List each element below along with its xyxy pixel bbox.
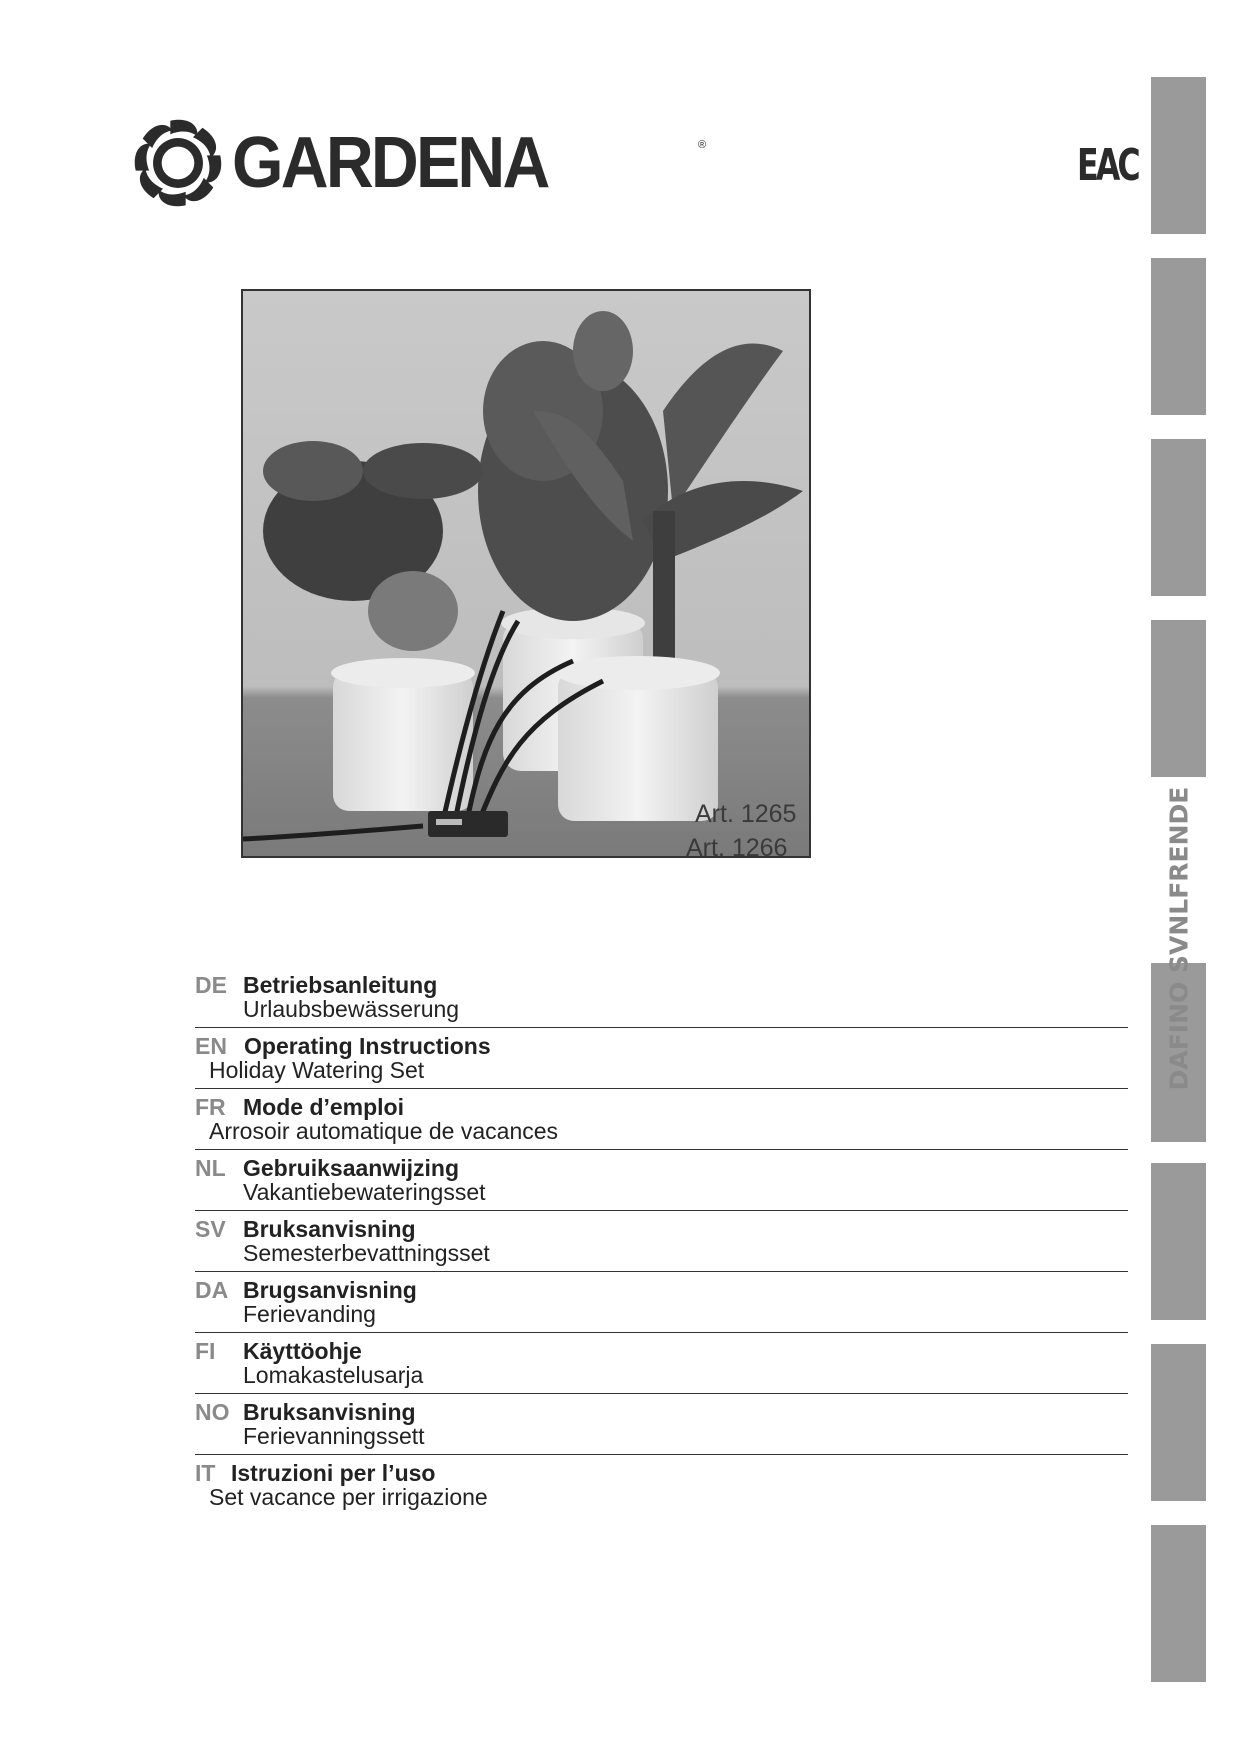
thumb-tab	[1151, 1344, 1206, 1501]
language-code: DA	[195, 1277, 229, 1303]
language-code: IT	[195, 1460, 216, 1486]
registered-mark: ®	[698, 139, 707, 151]
product-name: Arrosoir automatique de vacances	[209, 1118, 559, 1144]
list-item	[195, 1333, 1128, 1394]
gardena-flower-icon	[130, 115, 226, 211]
language-code: NL	[195, 1155, 226, 1181]
document-title: Istruzioni per l’uso	[231, 1460, 436, 1486]
document-title: Operating Instructions	[244, 1033, 491, 1059]
list-item	[195, 1028, 1128, 1089]
thumb-tab-label	[1151, 786, 1206, 1090]
list-item	[195, 967, 1128, 1028]
language-code: NO	[195, 1399, 230, 1425]
language-code: FR	[195, 1094, 226, 1120]
document-title: Bruksanvisning	[243, 1399, 416, 1425]
document-title: Käyttöohje	[243, 1338, 362, 1364]
thumb-tab	[1151, 258, 1206, 415]
article-number-2: Art. 1266	[686, 834, 788, 862]
product-name: Semesterbevattningsset	[243, 1240, 490, 1266]
document-title: Betriebsanleitung	[243, 972, 438, 998]
language-code: SV	[195, 1216, 226, 1242]
language-list	[195, 967, 1128, 1516]
thumb-tab	[1151, 1525, 1206, 1682]
language-code: EN	[195, 1033, 227, 1059]
product-name: Vakantiebewateringsset	[243, 1179, 486, 1205]
gardena-logo	[130, 115, 707, 211]
list-item	[195, 1211, 1128, 1272]
language-code: FI	[195, 1338, 216, 1364]
product-name: Ferievanningssett	[243, 1423, 425, 1449]
language-code: DE	[195, 972, 227, 998]
product-name: Ferievanding	[243, 1301, 376, 1327]
document-title: Mode d’emploi	[243, 1094, 404, 1120]
product-name: Set vacance per irrigazione	[209, 1484, 488, 1510]
thumb-tab-label-text: DAFINO SVNLFRENDE	[1164, 786, 1194, 1090]
brand-name: GARDENA	[232, 123, 548, 203]
list-item	[195, 1455, 1128, 1516]
product-name: Holiday Watering Set	[209, 1057, 425, 1083]
product-name: Lomakastelusarja	[243, 1362, 424, 1388]
product-photo	[241, 289, 811, 858]
eac-certification-mark: EAC	[1077, 140, 1138, 191]
document-title: Bruksanvisning	[243, 1216, 416, 1242]
article-number-1: Art. 1265	[695, 800, 797, 828]
list-item	[195, 1089, 1128, 1150]
document-title: Brugsanvisning	[243, 1277, 417, 1303]
thumb-tab	[1151, 1163, 1206, 1320]
thumb-tab	[1151, 77, 1206, 234]
document-title: Gebruiksaanwijzing	[243, 1155, 459, 1181]
list-item	[195, 1150, 1128, 1211]
list-item	[195, 1394, 1128, 1455]
product-name: Urlaubsbewässerung	[243, 996, 460, 1022]
thumb-tab	[1151, 620, 1206, 777]
thumb-tab	[1151, 439, 1206, 596]
list-item	[195, 1272, 1128, 1333]
